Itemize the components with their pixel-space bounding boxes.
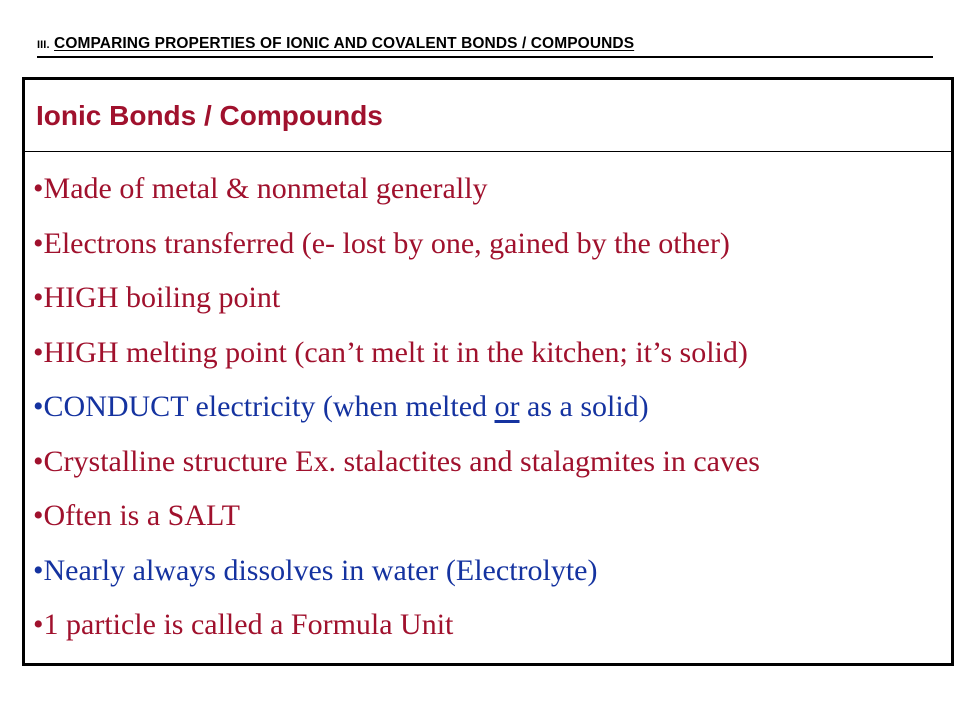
- list-item-text: Electrons transferred (e- lost by one, gained by the other): [43, 226, 730, 260]
- table-header-row: [25, 80, 951, 152]
- list-item-text-post: as a solid): [519, 390, 649, 423]
- bullet: •: [33, 172, 44, 205]
- comparison-table: [22, 77, 954, 666]
- bullet: •: [33, 499, 44, 532]
- underlined-word: or: [494, 390, 520, 423]
- list-item-text: Nearly always dissolves in water (Electrolyte): [43, 553, 598, 587]
- list-item: [33, 217, 951, 272]
- title-underline-rule: [37, 56, 933, 58]
- list-item-text: 1 particle is called a Formula Unit: [43, 608, 454, 641]
- list-item-text: HIGH melting point (can’t melt it in the kitchen; it’s solid): [43, 335, 748, 369]
- bullet: •: [33, 553, 44, 587]
- bullet: •: [33, 281, 44, 314]
- list-item: [33, 326, 951, 381]
- section-number: III.: [37, 39, 50, 51]
- list-item: [33, 544, 951, 599]
- list-item: [33, 598, 951, 653]
- bullet: •: [33, 335, 44, 369]
- list-item-text: HIGH boiling point: [43, 281, 281, 314]
- list-item-text: Crystalline structure Ex. stalactites and stalagmites in caves: [43, 444, 760, 478]
- list-item-text: Made of metal & nonmetal generally: [43, 172, 488, 205]
- bullet: •: [33, 444, 44, 478]
- list-item: [33, 435, 951, 490]
- list-item: [33, 489, 951, 544]
- list-item: [33, 271, 951, 326]
- list-item: [33, 380, 951, 435]
- bullet: •: [33, 608, 44, 641]
- page-title: [37, 35, 634, 53]
- table-heading: Ionic Bonds / Compounds: [36, 99, 383, 131]
- list-item-text: Often is a SALT: [43, 499, 240, 532]
- property-list: [25, 152, 951, 653]
- bullet: •: [33, 390, 44, 423]
- list-item: [33, 162, 951, 217]
- bullet: •: [33, 226, 44, 260]
- list-item-text-pre: CONDUCT electricity (when melted: [43, 390, 495, 423]
- section-title: COMPARING PROPERTIES OF IONIC AND COVALENT BONDS / COMPOUNDS: [54, 35, 635, 52]
